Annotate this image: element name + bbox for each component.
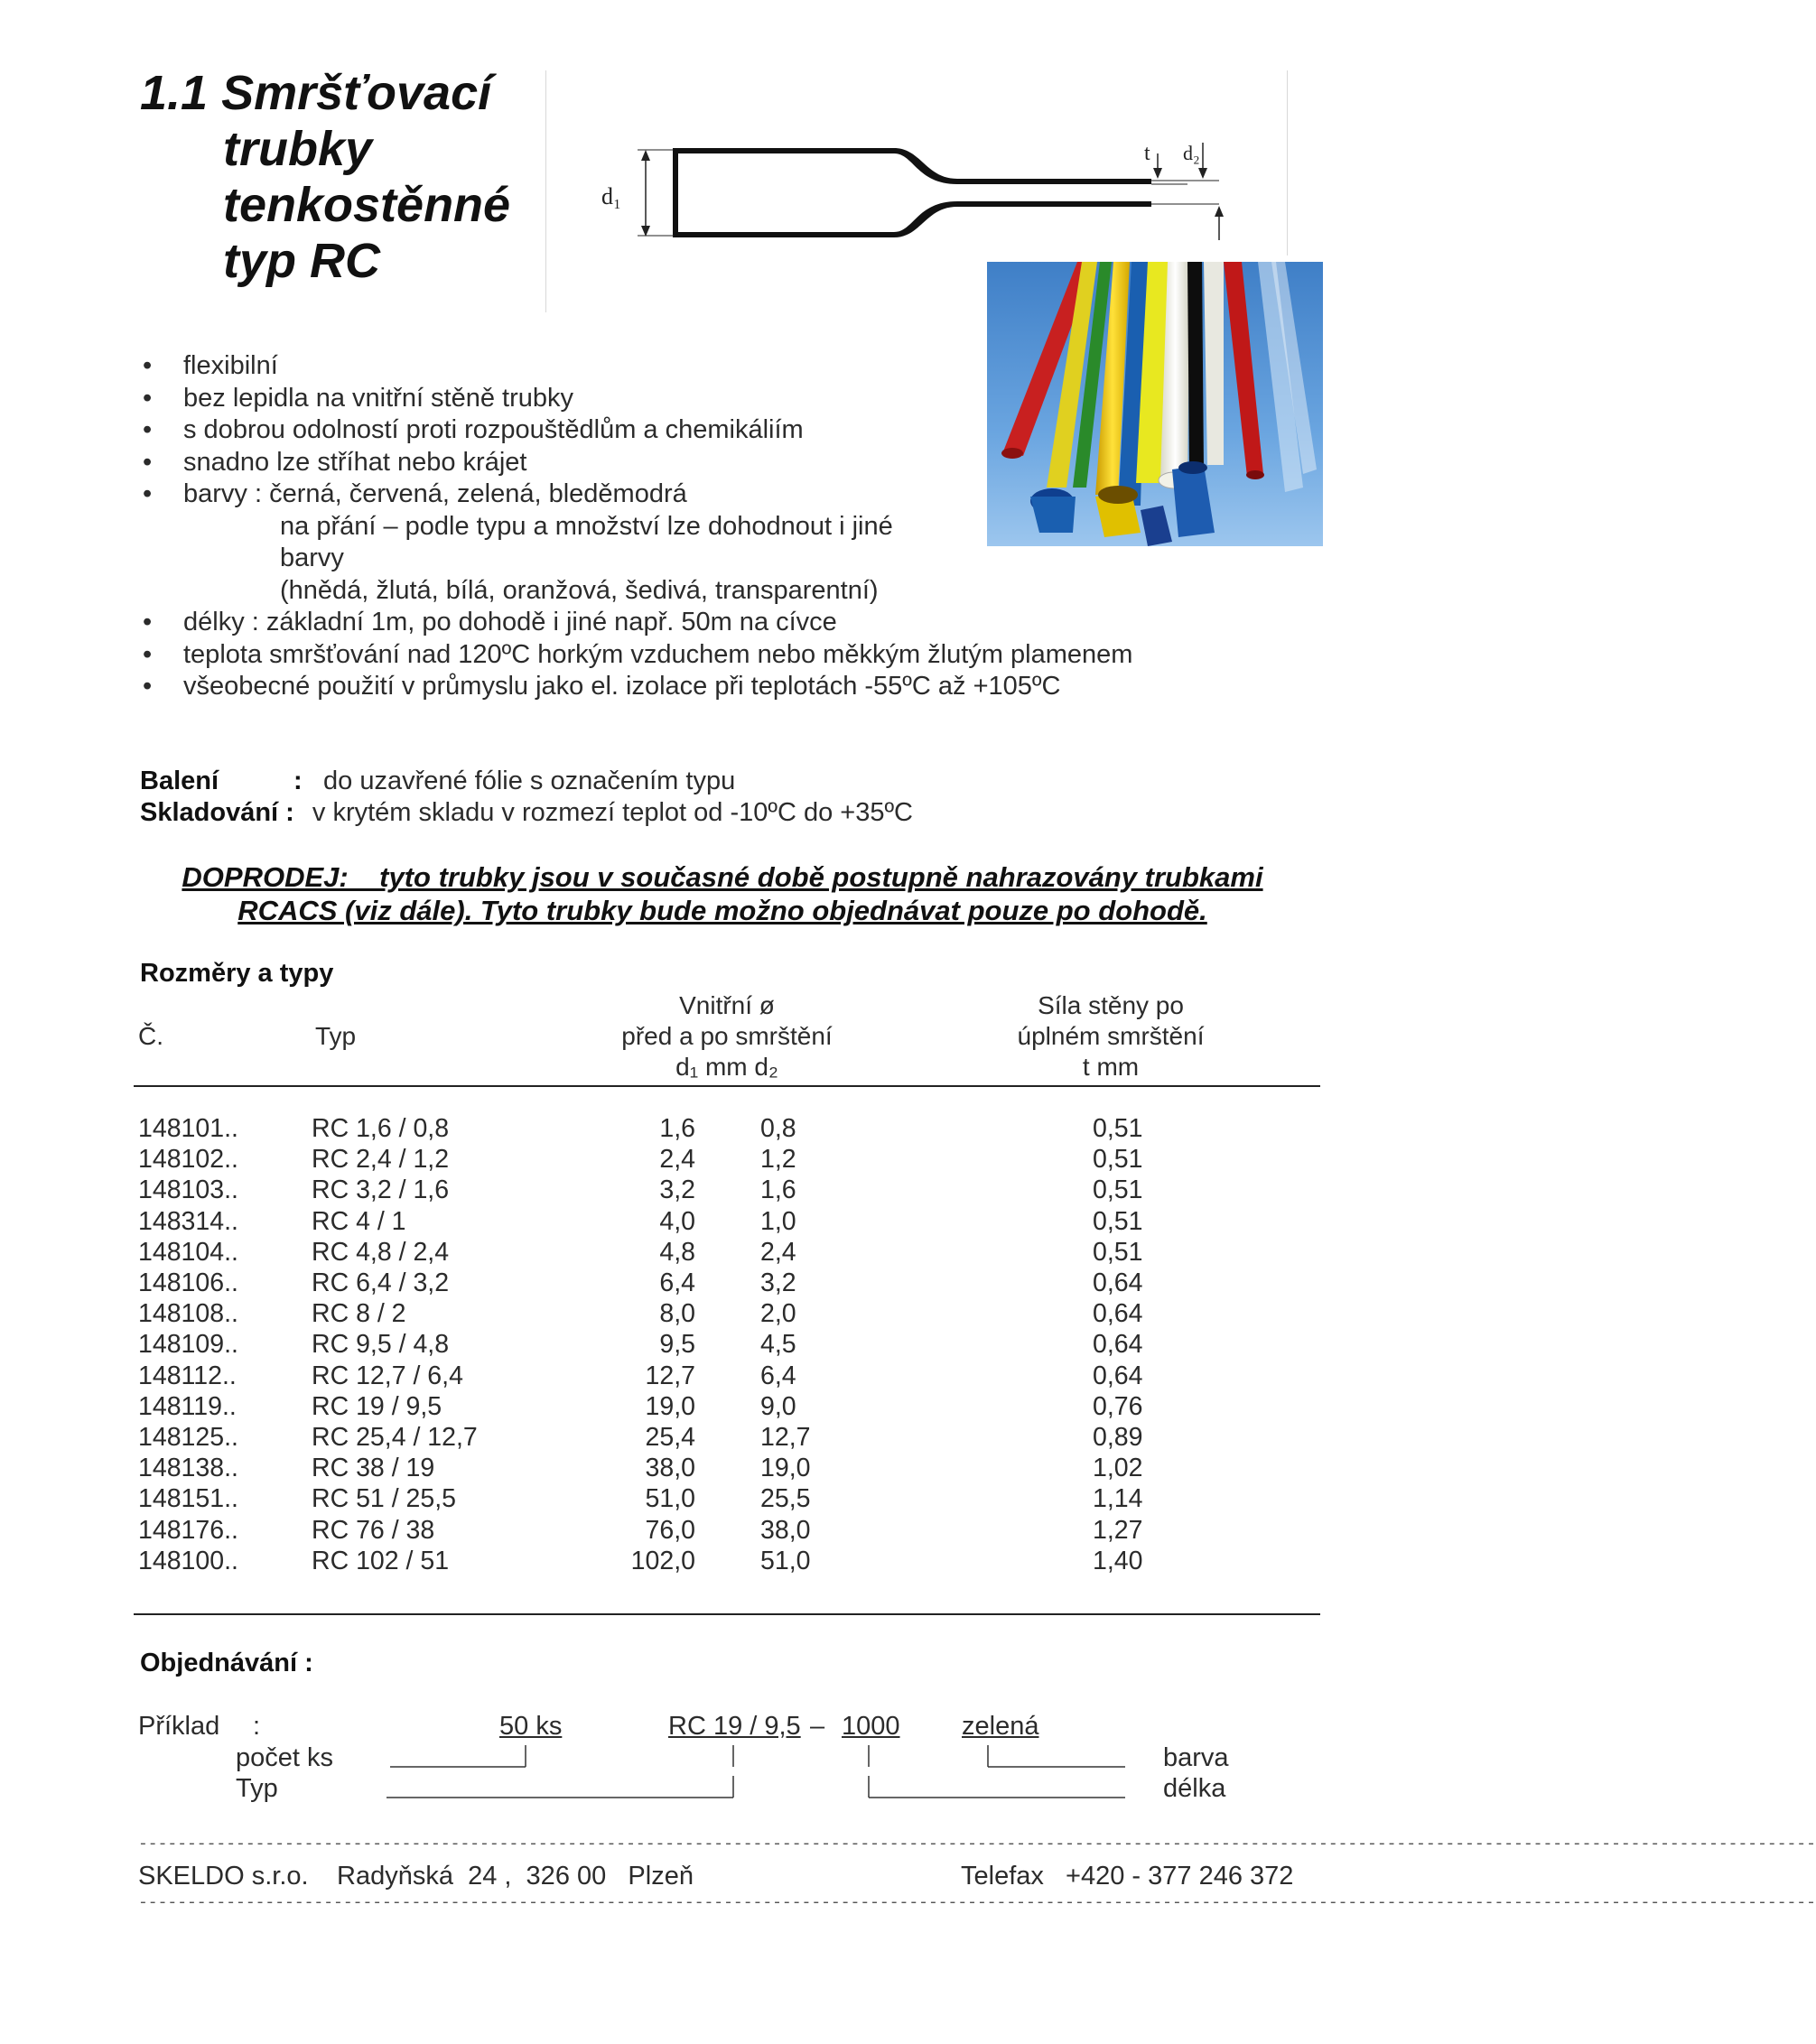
- list-item: • s dobrou odolností proti rozpouštědlům a chemikáliím: [143, 415, 804, 444]
- table-row: [0, 1484, 1445, 1515]
- cell-type: RC 51 / 25,5: [312, 1484, 457, 1514]
- notice-line-1: DOPRODEJ: tyto trubky jsou v současné době postupně nahrazovány trubkami: [182, 861, 1263, 893]
- title-line-2: trubky: [223, 122, 373, 176]
- cell-wall: 0,51: [1093, 1206, 1143, 1236]
- cell-number: 148103..: [138, 1175, 238, 1205]
- col-header-inner-diameter: Vnitřní ø před a po smrštění d₁ mm d₂: [621, 991, 833, 1081]
- cell-d2: 1,6: [760, 1175, 796, 1205]
- cell-number: 148112..: [138, 1361, 237, 1390]
- col-header-wall-thickness: Síla stěny po úplném smrštění t mm: [1017, 991, 1205, 1081]
- list-item: • flexibilní: [143, 351, 278, 380]
- table-row: [0, 1547, 1445, 1577]
- table-row: [0, 1516, 1445, 1547]
- table-row: [0, 1454, 1445, 1484]
- cell-wall: 0,51: [1093, 1237, 1143, 1267]
- table-row: [0, 1114, 1445, 1145]
- cell-d1: 3,2: [659, 1175, 695, 1205]
- cell-number: 148119..: [138, 1391, 237, 1421]
- table-footer-rule: [134, 1613, 1320, 1615]
- cell-d1: 19,0: [645, 1391, 695, 1421]
- cell-wall: 1,27: [1093, 1515, 1143, 1545]
- table-row: [0, 1207, 1445, 1238]
- d2-label: d₂: [1183, 142, 1200, 164]
- cell-wall: 0,64: [1093, 1361, 1143, 1390]
- ordering-section-title: Objednávání :: [140, 1649, 313, 1677]
- table-row: [0, 1268, 1445, 1299]
- list-item: • snadno lze stříhat nebo krájet: [143, 447, 527, 477]
- table-row: [0, 1361, 1445, 1392]
- cell-d1: 25,4: [645, 1423, 695, 1452]
- col-header-num: Č.: [138, 1022, 163, 1050]
- list-item-continuation: (hnědá, žlutá, bílá, oranžová, šedivá, transparentní): [280, 575, 879, 605]
- cell-number: 148101..: [138, 1114, 238, 1143]
- cell-type: RC 3,2 / 1,6: [312, 1175, 450, 1205]
- cell-wall: 0,51: [1093, 1175, 1143, 1205]
- cell-d2: 12,7: [760, 1423, 811, 1452]
- table-header-rule: [134, 1085, 1320, 1087]
- cell-d2: 25,5: [760, 1484, 811, 1514]
- cell-type: RC 8 / 2: [312, 1299, 406, 1329]
- storage-info: [140, 797, 913, 829]
- cell-d2: 38,0: [760, 1515, 811, 1545]
- packing-info: [140, 766, 736, 797]
- cell-number: 148125..: [138, 1423, 238, 1452]
- title-divider: [545, 70, 546, 312]
- footer-company: SKELDO s.r.o.: [138, 1862, 309, 1891]
- cell-d2: 0,8: [760, 1114, 796, 1143]
- cell-number: 148104..: [138, 1237, 238, 1267]
- cell-d2: 2,0: [760, 1299, 796, 1329]
- list-item: • teplota smršťování nad 120ºC horkým vzduchem nebo měkkým žlutým plamenem: [143, 639, 1133, 669]
- storage-value: v krytém skladu v rozmezí teplot od -10ºC do +35ºC: [312, 798, 913, 827]
- cell-type: RC 102 / 51: [312, 1546, 450, 1575]
- example-quantity: 50 ks: [499, 1712, 563, 1741]
- title-line-1: 1.1 Smršťovací: [140, 66, 492, 120]
- cell-d2: 19,0: [760, 1454, 811, 1483]
- cell-type: RC 9,5 / 4,8: [312, 1330, 450, 1360]
- cell-d2: 51,0: [760, 1546, 811, 1575]
- list-item: • bez lepidla na vnitřní stěně trubky: [143, 383, 574, 413]
- example-dash: –: [810, 1712, 825, 1741]
- footer-phone: Telefax +420 - 377 246 372: [961, 1862, 1294, 1891]
- cell-type: RC 19 / 9,5: [312, 1391, 442, 1421]
- diagram-divider: [1287, 70, 1288, 256]
- title-line-3: tenkostěnné: [223, 178, 511, 232]
- cell-d1: 9,5: [659, 1330, 695, 1360]
- ordering-leader-lines: [379, 1738, 1147, 1810]
- cell-d1: 76,0: [645, 1515, 695, 1545]
- list-item: • barvy : černá, červená, zelená, bleděmodrá: [143, 479, 687, 508]
- cell-wall: 0,64: [1093, 1268, 1143, 1297]
- notice-line-2: RCACS (viz dále). Tyto trubky bude možno objednávat pouze po dohodě.: [237, 895, 1207, 926]
- label-length: délka: [1163, 1774, 1226, 1803]
- storage-label: Skladování :: [140, 798, 294, 827]
- table-row: [0, 1299, 1445, 1330]
- table-row: [0, 1238, 1445, 1268]
- feature-list: [140, 350, 1132, 703]
- cell-d2: 3,2: [760, 1268, 796, 1297]
- cell-type: RC 76 / 38: [312, 1515, 435, 1545]
- example-length: 1000: [842, 1712, 900, 1741]
- cell-d1: 38,0: [645, 1454, 695, 1483]
- footer-address: Radyňská 24 , 326 00 Plzeň: [337, 1862, 694, 1891]
- cell-wall: 1,02: [1093, 1454, 1143, 1483]
- list-item-continuation: barvy: [280, 544, 344, 572]
- tube-dimension-diagram: [587, 126, 1246, 253]
- cell-d1: 4,0: [659, 1206, 695, 1236]
- cell-wall: 0,51: [1093, 1114, 1143, 1143]
- cell-type: RC 12,7 / 6,4: [312, 1361, 463, 1390]
- example-color: zelená: [962, 1712, 1039, 1741]
- table-row: [0, 1145, 1445, 1175]
- cell-number: 148109..: [138, 1330, 238, 1360]
- table-row: [0, 1330, 1445, 1361]
- cell-type: RC 4,8 / 2,4: [312, 1237, 450, 1267]
- cell-d1: 1,6: [659, 1114, 695, 1143]
- cell-type: RC 6,4 / 3,2: [312, 1268, 450, 1297]
- cell-wall: 0,64: [1093, 1299, 1143, 1329]
- list-item-continuation: na přání – podle typu a množství lze dohodnout i jiné: [280, 511, 893, 541]
- cell-number: 148106..: [138, 1268, 238, 1297]
- packing-separator: :: [293, 766, 303, 795]
- cell-type: RC 4 / 1: [312, 1206, 406, 1236]
- table-row: [0, 1175, 1445, 1206]
- tube-outline: [673, 148, 1151, 237]
- cell-number: 148138..: [138, 1454, 238, 1483]
- t-label: t: [1144, 142, 1150, 165]
- label-quantity: počet ks: [236, 1743, 333, 1772]
- title-line-4: typ RC: [223, 234, 380, 288]
- cell-wall: 0,89: [1093, 1423, 1143, 1452]
- cell-wall: 1,14: [1093, 1484, 1143, 1514]
- cell-d2: 4,5: [760, 1330, 796, 1360]
- footer-divider-top: ----------------------------------------------------------------------------------------------------------------------------------------------------------------------------: [138, 1835, 1816, 1854]
- cell-d1: 102,0: [630, 1546, 695, 1575]
- label-type: Typ: [236, 1774, 278, 1803]
- cell-number: 148102..: [138, 1145, 238, 1175]
- cell-number: 148314..: [138, 1206, 238, 1236]
- example-separator: :: [253, 1712, 261, 1741]
- cell-d1: 12,7: [645, 1361, 695, 1390]
- cell-type: RC 1,6 / 0,8: [312, 1114, 450, 1143]
- example-label: Příklad: [138, 1712, 220, 1741]
- table-row: [0, 1423, 1445, 1454]
- cell-d2: 1,2: [760, 1145, 796, 1175]
- col-header-type: Typ: [315, 1022, 357, 1050]
- cell-d2: 1,0: [760, 1206, 796, 1236]
- cell-number: 148151..: [138, 1484, 238, 1514]
- cell-wall: 0,51: [1093, 1145, 1143, 1175]
- table-row: [0, 1392, 1445, 1423]
- cell-type: RC 2,4 / 1,2: [312, 1145, 450, 1175]
- cell-number: 148100..: [138, 1546, 238, 1575]
- cell-wall: 0,64: [1093, 1330, 1143, 1360]
- cell-d1: 8,0: [659, 1299, 695, 1329]
- packing-label: Balení: [140, 766, 219, 795]
- list-item: • všeobecné použití v průmyslu jako el. izolace při teplotách -55ºC až +105ºC: [143, 672, 1061, 701]
- example-type: RC 19 / 9,5: [668, 1712, 801, 1741]
- cell-d2: 6,4: [760, 1361, 796, 1390]
- cell-wall: 1,40: [1093, 1546, 1143, 1575]
- cell-wall: 0,76: [1093, 1391, 1143, 1421]
- cell-number: 148108..: [138, 1299, 238, 1329]
- cell-d1: 6,4: [659, 1268, 695, 1297]
- cell-d2: 2,4: [760, 1237, 796, 1267]
- d1-label: d₁: [601, 183, 622, 209]
- label-color: barva: [1163, 1743, 1229, 1772]
- cell-type: RC 25,4 / 12,7: [312, 1423, 478, 1452]
- packing-value: do uzavřené fólie s označením typu: [323, 766, 736, 795]
- cell-type: RC 38 / 19: [312, 1454, 435, 1483]
- cell-d1: 51,0: [645, 1484, 695, 1514]
- list-item: • délky : základní 1m, po dohodě i jiné např. 50m na cívce: [143, 608, 837, 636]
- cell-d2: 9,0: [760, 1391, 796, 1421]
- footer-divider-bottom: ----------------------------------------------------------------------------------------------------------------------------------------------------------------------------: [138, 1894, 1816, 1912]
- cell-d1: 2,4: [659, 1145, 695, 1175]
- table-section-title: Rozměry a typy: [140, 959, 334, 988]
- cell-d1: 4,8: [659, 1237, 695, 1267]
- clearance-notice: [135, 860, 1309, 927]
- cell-number: 148176..: [138, 1515, 238, 1545]
- page-title: [140, 65, 510, 289]
